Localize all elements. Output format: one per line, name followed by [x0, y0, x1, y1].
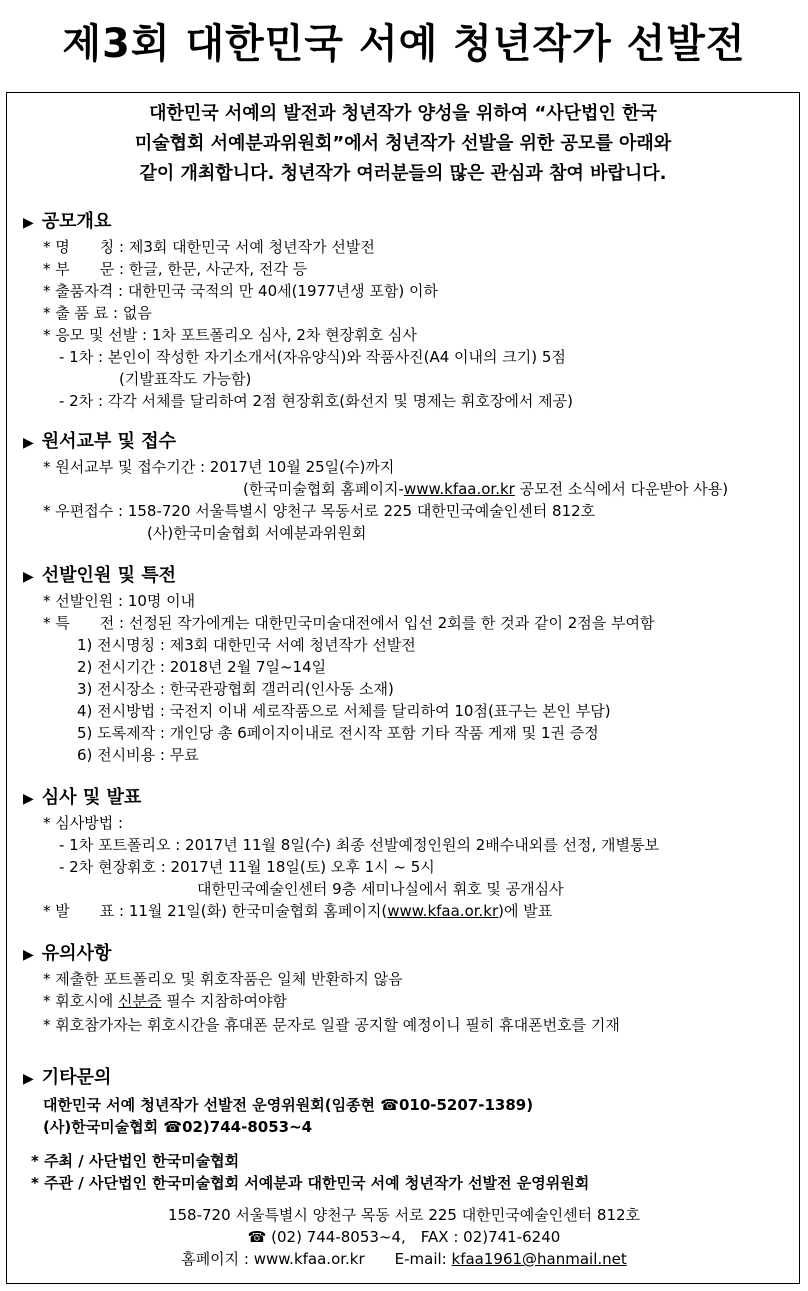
section-heading-label: 공모개요 — [41, 211, 112, 232]
address-line: 158-720 서울특별시 양천구 목동 서로 225 대한민국예술인센터 812호 — [167, 1206, 641, 1224]
homepage-link[interactable]: www.kfaa.or.kr — [387, 902, 499, 920]
list-item: 3) 전시장소 : 한국관광협회 갤러리(인사동 소재) — [77, 680, 394, 698]
triangle-right-icon: ▶ — [23, 569, 34, 585]
list-item: (사)한국미술협회 서예분과위원회 — [147, 524, 367, 542]
section-heading-label: 유의사항 — [41, 943, 112, 964]
list-item: - 1차 포트폴리오 : 2017년 11월 8일(수) 최종 선발예정인원의 2배수내외를 선정, 개별통보 — [59, 836, 659, 854]
text: 홈페이지 : www.kfaa.or.kr E-mail: — [181, 1250, 452, 1268]
phone-number: 02)744-8053~4 — [182, 1118, 313, 1136]
triangle-right-icon: ▶ — [23, 435, 34, 451]
text: (한국미술협회 홈페이지- — [243, 480, 404, 498]
intro-line: 미술협회 서예분과위원회”에서 청년작가 선발을 위한 공모를 아래와 — [134, 133, 672, 154]
notice-frame — [6, 92, 800, 1284]
list-item: 6) 전시비용 : 무료 — [77, 746, 199, 764]
homepage-email-line — [7, 1249, 801, 1270]
text: 대한민국 서예 청년작가 선발전 운영위원회(임종현 — [43, 1096, 381, 1114]
list-item — [43, 991, 287, 1012]
section-heading-label: 선발인원 및 특전 — [41, 565, 177, 586]
triangle-right-icon: ▶ — [23, 215, 34, 231]
text: 공모전 소식에서 다운받아 사용) — [514, 480, 729, 498]
id-card-emphasis: 신분증 — [118, 992, 162, 1010]
section-heading-benefits — [23, 565, 176, 588]
intro-line: 같이 개최합니다. 청년작가 여러분들의 많은 관심과 참여 바랍니다. — [139, 163, 667, 184]
text: )에 발표 — [498, 902, 553, 920]
list-item: * 응모 및 선발 : 1차 포트폴리오 심사, 2차 현장휘호 심사 — [43, 326, 417, 344]
page-title: 제3회 대한민국 서예 청년작가 선발전 — [62, 21, 746, 67]
list-item: 4) 전시방법 : 국전지 이내 세로작품으로 서체를 달리하여 10점(표구는 본인 부담) — [77, 702, 611, 720]
phone-icon: ☎ — [247, 1228, 272, 1246]
section-heading-application — [23, 431, 176, 454]
section-heading-judging — [23, 787, 141, 810]
text: 필수 지참하여야함 — [161, 992, 287, 1010]
list-item: * 휘호참가자는 휘호시간을 휴대폰 문자로 일괄 공지할 예정이니 필히 휴대폰번호를 기재 — [43, 1016, 620, 1034]
email-link[interactable]: kfaa1961@hanmail.net — [451, 1250, 627, 1268]
phone-number: 010-5207-1389) — [398, 1096, 534, 1114]
list-item: 1) 전시명칭 : 제3회 대한민국 서예 청년작가 선발전 — [77, 636, 416, 654]
list-item: * 부 문 : 한글, 한문, 사군자, 전각 등 — [43, 260, 308, 278]
section-heading-contact — [23, 1067, 111, 1090]
list-item: * 제출한 포트폴리오 및 휘호작품은 일체 반환하지 않음 — [43, 970, 403, 988]
list-item: (기발표작도 가능함) — [119, 370, 252, 388]
list-item — [43, 901, 552, 922]
list-item: - 2차 : 각각 서체를 달리하여 2점 현장휘호(화선지 및 명제는 휘호장에서 제공) — [59, 392, 573, 410]
text: * 휘호시에 — [43, 992, 118, 1010]
list-item: * 출 품 료 : 없음 — [43, 304, 152, 322]
triangle-right-icon: ▶ — [23, 791, 34, 807]
list-item: * 출품자격 : 대한민국 국적의 만 40세(1977년생 포함) 이하 — [43, 282, 438, 300]
host-line: * 주최 / 사단법인 한국미술협회 — [31, 1152, 240, 1170]
phone-fax-line — [7, 1227, 801, 1248]
list-item: - 2차 현장휘호 : 2017년 11월 18일(토) 오후 1시 ~ 5시 — [59, 858, 435, 876]
intro-paragraph — [27, 99, 779, 189]
list-item: * 선발인원 : 10명 이내 — [43, 592, 196, 610]
list-item: 대한민국예술인센터 9층 세미나실에서 휘호 및 공개심사 — [197, 880, 564, 898]
list-item: * 원서교부 및 접수기간 : 2017년 10월 25일(수)까지 — [43, 458, 395, 476]
text: (02) 744-8053~4, FAX : 02)741-6240 — [271, 1228, 561, 1246]
list-item: 5) 도록제작 : 개인당 총 6페이지이내로 전시작 포함 기타 작품 게재 및 1권 증정 — [77, 724, 599, 742]
list-item: 2) 전시기간 : 2018년 2월 7일~14일 — [77, 658, 327, 676]
triangle-right-icon: ▶ — [23, 1071, 34, 1087]
section-heading-label: 원서교부 및 접수 — [41, 431, 177, 452]
phone-icon: ☎ — [380, 1096, 399, 1114]
phone-icon: ☎ — [163, 1118, 183, 1136]
organizer-line: * 주관 / 사단법인 한국미술협회 서예분과 대한민국 서예 청년작가 선발전 운영위원회 — [31, 1174, 590, 1192]
list-item: * 심사방법 : — [43, 814, 124, 832]
section-heading-overview — [23, 211, 111, 234]
text: * 발 표 : 11월 21일(화) 한국미술협회 홈페이지( — [43, 902, 388, 920]
list-item: - 1차 : 본인이 작성한 자기소개서(자유양식)와 작품사진(A4 이내의 크기) 5점 — [59, 348, 566, 366]
list-item: * 우편접수 : 158-720 서울특별시 양천구 목동서로 225 대한민국예술인센터 812호 — [43, 502, 596, 520]
text: (사)한국미술협회 — [43, 1118, 164, 1136]
homepage-link[interactable]: www.kfaa.or.kr — [403, 480, 515, 498]
triangle-right-icon: ▶ — [23, 947, 34, 963]
list-item: * 명 칭 : 제3회 대한민국 서예 청년작가 선발전 — [43, 238, 375, 256]
list-item — [243, 479, 728, 500]
section-heading-label: 심사 및 발표 — [41, 787, 142, 808]
section-heading-label: 기타문의 — [41, 1067, 112, 1088]
contact-line — [43, 1095, 533, 1116]
intro-line: 대한민국 서예의 발전과 청년작가 양성을 위하여 “사단법인 한국 — [149, 103, 657, 124]
list-item: * 특 전 : 선정된 작가에게는 대한민국미술대전에서 입선 2회를 한 것과 같이 2점을 부여함 — [43, 614, 655, 632]
section-heading-notes — [23, 943, 111, 966]
contact-line — [43, 1117, 312, 1138]
